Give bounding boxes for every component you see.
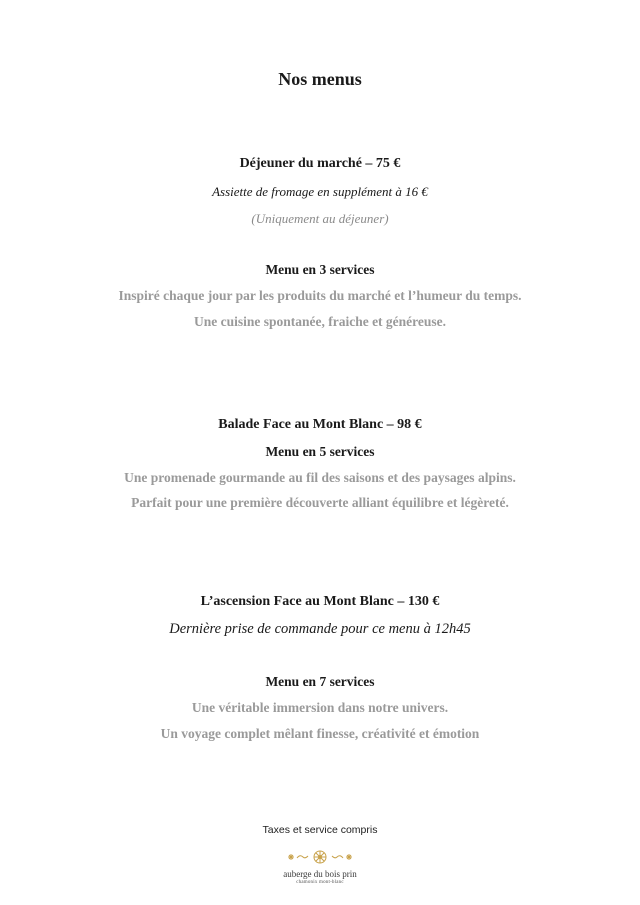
menu-services-3: Menu en 3 services — [265, 262, 375, 277]
menu-heading-balade: Balade Face au Mont Blanc – 98 € — [218, 417, 422, 432]
menu-note-last-order: Dernière prise de commande pour ce menu à 12h45 — [169, 621, 471, 637]
restaurant-logo — [270, 848, 370, 898]
menu-description-line: Une cuisine spontanée, fraiche et généreuse. — [193, 314, 447, 329]
menu-note-lunch-only: (Uniquement au déjeuner) — [251, 211, 389, 226]
menu-heading-dejeuner: Déjeuner du marché – 75 € — [239, 156, 401, 171]
menu-description-line: Une véritable immersion dans notre univers. — [191, 700, 449, 715]
footer-taxes-note: Taxes et service compris — [262, 824, 378, 836]
logo-name: auberge du bois prin — [283, 869, 357, 879]
logo-place: chamonix mont-blanc — [296, 879, 344, 885]
menu-description-line: Un voyage complet mêlant finesse, créativité et émotion — [160, 726, 480, 741]
menu-note-cheese: Assiette de fromage en supplément à 16 € — [212, 184, 428, 199]
flower-emblem-icon — [280, 848, 360, 866]
menu-description-line: Inspiré chaque jour par les produits du marché et l’humeur du temps. — [118, 288, 522, 303]
menu-description-line: Parfait pour une première découverte alliant équilibre et légèreté. — [131, 495, 509, 510]
menu-services-7: Menu en 7 services — [265, 674, 375, 689]
menu-services-5: Menu en 5 services — [265, 444, 375, 459]
menu-heading-ascension: L’ascension Face au Mont Blanc – 130 € — [200, 594, 440, 609]
page-title: Nos menus — [278, 69, 362, 89]
menu-description-line: Une promenade gourmande au fil des saisons et des paysages alpins. — [124, 470, 516, 485]
